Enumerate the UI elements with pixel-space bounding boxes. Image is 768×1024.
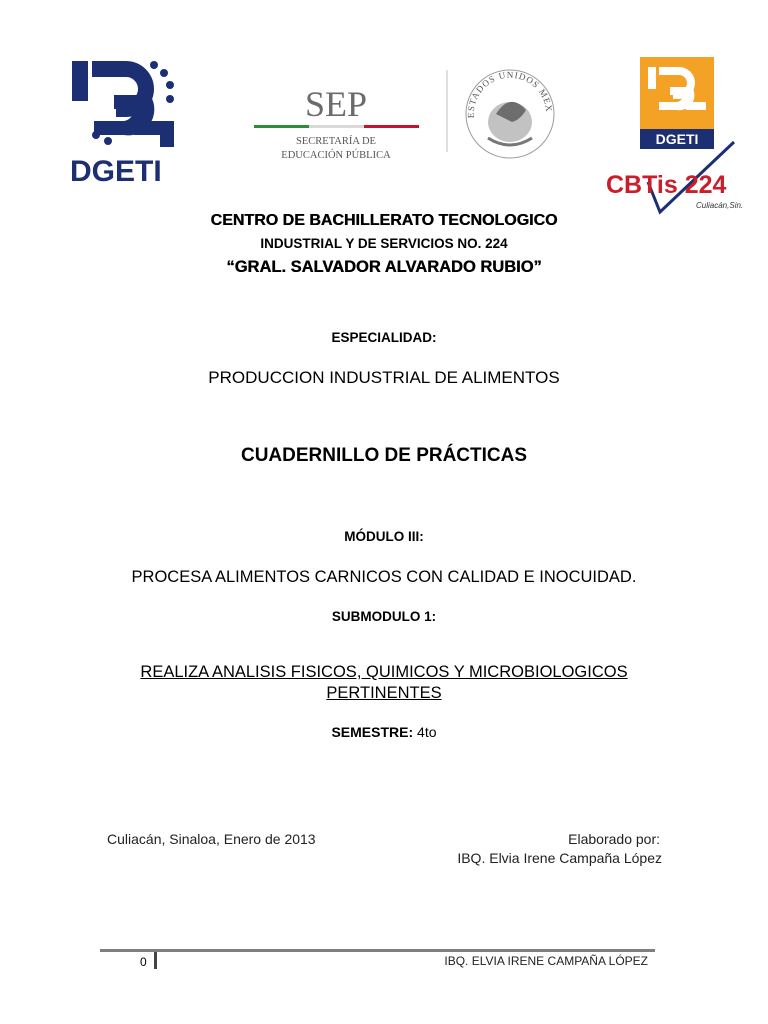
elaborado-label: Elaborado por:: [568, 831, 660, 847]
submodulo-label: SUBMODULO 1:: [331, 609, 437, 624]
document-title: CUADERNILLO DE PRÁCTICAS: [240, 445, 528, 466]
school-name-line-2: INDUSTRIAL Y DE SERVICIOS NO. 224: [260, 236, 508, 251]
submodulo-value: [0, 662, 768, 704]
dgeti-left-text: DGETI: [70, 155, 162, 185]
seal-text: ESTADOS UNIDOS MEX: [465, 69, 555, 119]
especialidad-value: PRODUCCION INDUSTRIAL DE ALIMENTOS: [208, 368, 560, 387]
sep-title: SEP: [304, 84, 368, 124]
footer-author: IBQ. ELVIA IRENE CAMPAÑA LÓPEZ: [444, 954, 648, 968]
page-number: 0: [140, 955, 147, 969]
footer-rule: [100, 949, 655, 952]
mexican-seal-logo: [460, 62, 556, 162]
modulo-value: PROCESA ALIMENTOS CARNICOS CON CALIDAD E INOCUIDAD.: [131, 568, 637, 586]
cbtis-city: Culiacán,Sin.: [696, 201, 744, 210]
school-name-line-3: “GRAL. SALVADOR ALVARADO RUBIO”: [226, 258, 542, 276]
semestre-value: 4to: [417, 724, 437, 740]
school-name-line-1: CENTRO DE BACHILLERATO TECNOLOGICO: [210, 212, 558, 229]
place-date: Culiacán, Sinaloa, Enero de 2013: [107, 831, 316, 847]
modulo-label: MÓDULO III:: [344, 529, 424, 544]
semestre: [0, 724, 768, 740]
submodulo-value-line-2: PERTINENTES: [326, 684, 442, 702]
cbtis-224-logo: [606, 138, 756, 218]
especialidad-label: ESPECIALIDAD:: [331, 330, 437, 345]
sep-subtitle-2: EDUCACIÓN PÚBLICA: [281, 150, 391, 161]
logo-divider: [446, 70, 448, 152]
sep-logo: [250, 82, 422, 166]
dgeti-logo-right: [640, 57, 714, 149]
semestre-label: SEMESTRE:: [331, 724, 414, 740]
author-name: IBQ. Elvia Irene Campaña López: [457, 850, 662, 866]
dgeti-right-text: DGETI: [655, 131, 699, 147]
sep-subtitle-1: SECRETARÍA DE: [296, 136, 376, 147]
page-number-bracket: [154, 952, 157, 969]
submodulo-value-line-1: REALIZA ANALISIS FISICOS, QUIMICOS Y MICROBIOLOGICOS: [140, 663, 628, 681]
cbtis-text: CBTis 224: [606, 171, 727, 199]
dgeti-logo-left: [68, 55, 180, 185]
